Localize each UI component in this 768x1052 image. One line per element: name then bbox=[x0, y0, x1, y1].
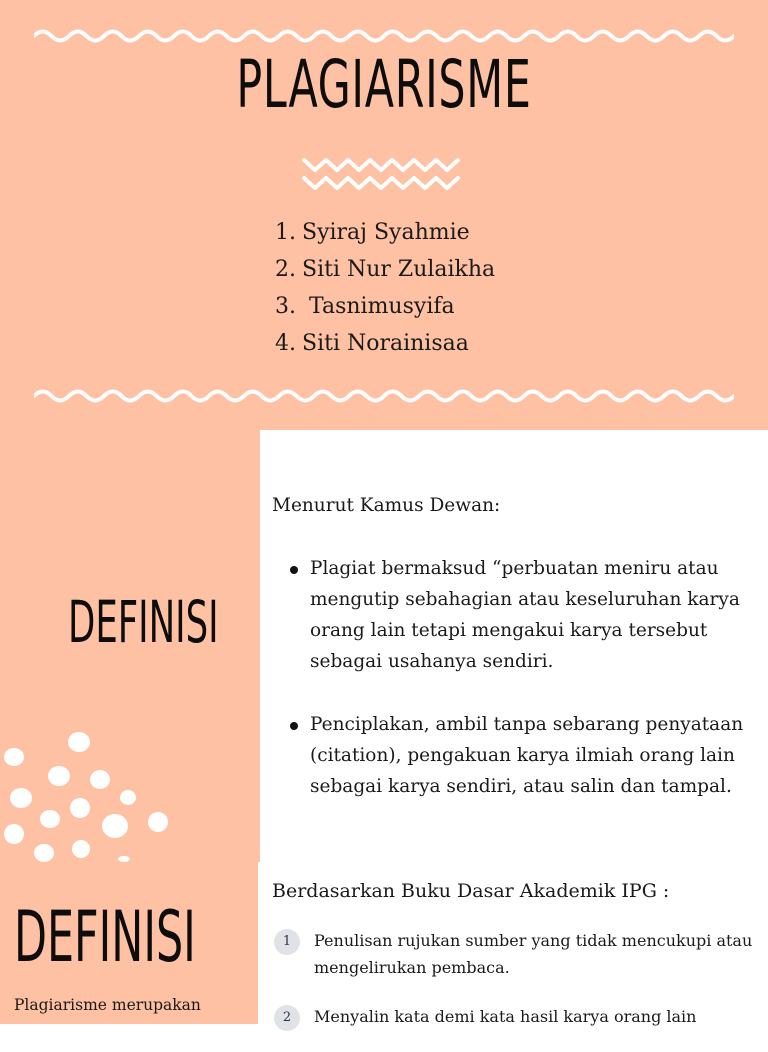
member-item: 2. Siti Nur Zulaikha bbox=[275, 257, 496, 282]
definition2-list bbox=[272, 927, 762, 1030]
number-badge: 2 bbox=[274, 1005, 300, 1031]
list-item: Plagiat bermaksud “perbuatan meniru atau mengutip sebahagian atau keseluruhan karya orang lain tetapi mengakui karya tersebut sebagai usahanya sendiri. bbox=[272, 553, 752, 677]
zigzag-ornament bbox=[300, 148, 468, 196]
section-heading: Berdasarkan Buku Dasar Akademik IPG : bbox=[272, 880, 670, 902]
definition2-side-text: Plagiarisme merupakan bbox=[14, 996, 201, 1014]
bullet-icon bbox=[290, 566, 298, 574]
member-list bbox=[272, 214, 495, 362]
section-heading: Menurut Kamus Dewan: bbox=[272, 495, 501, 516]
member-item: 4. Siti Norainisaa bbox=[275, 331, 469, 356]
page-title: PLAGIARISME bbox=[236, 46, 532, 123]
member-item: 3. Tasnimusyifa bbox=[275, 294, 455, 319]
definition2-content bbox=[272, 876, 762, 1052]
bottom-wave-divider bbox=[34, 386, 734, 406]
definition2-title: DEFINISI bbox=[14, 896, 196, 978]
definition-title: DEFINISI bbox=[68, 588, 219, 656]
list-item: 2 Menyalin kata demi kata hasil karya orang lain bbox=[272, 1003, 762, 1030]
definition-side-panel bbox=[0, 430, 260, 862]
definition-bullets bbox=[272, 553, 752, 802]
definition2-side-panel bbox=[0, 862, 258, 1024]
list-item: 1 Penulisan rujukan sumber yang tidak mencukupi atau mengelirukan pembaca. bbox=[272, 927, 762, 981]
bullet-icon bbox=[290, 722, 298, 730]
list-item: Penciplakan, ambil tanpa sebarang penyataan (citation), pengakuan karya ilmiah orang lain sebagai karya sendiri, atau salin dan tampal. bbox=[272, 709, 752, 802]
number-badge: 1 bbox=[274, 929, 300, 955]
cover-slide bbox=[0, 0, 768, 430]
member-item: 1. Syiraj Syahmie bbox=[275, 220, 470, 245]
definition-content bbox=[272, 490, 752, 834]
top-wave-divider bbox=[34, 26, 734, 46]
